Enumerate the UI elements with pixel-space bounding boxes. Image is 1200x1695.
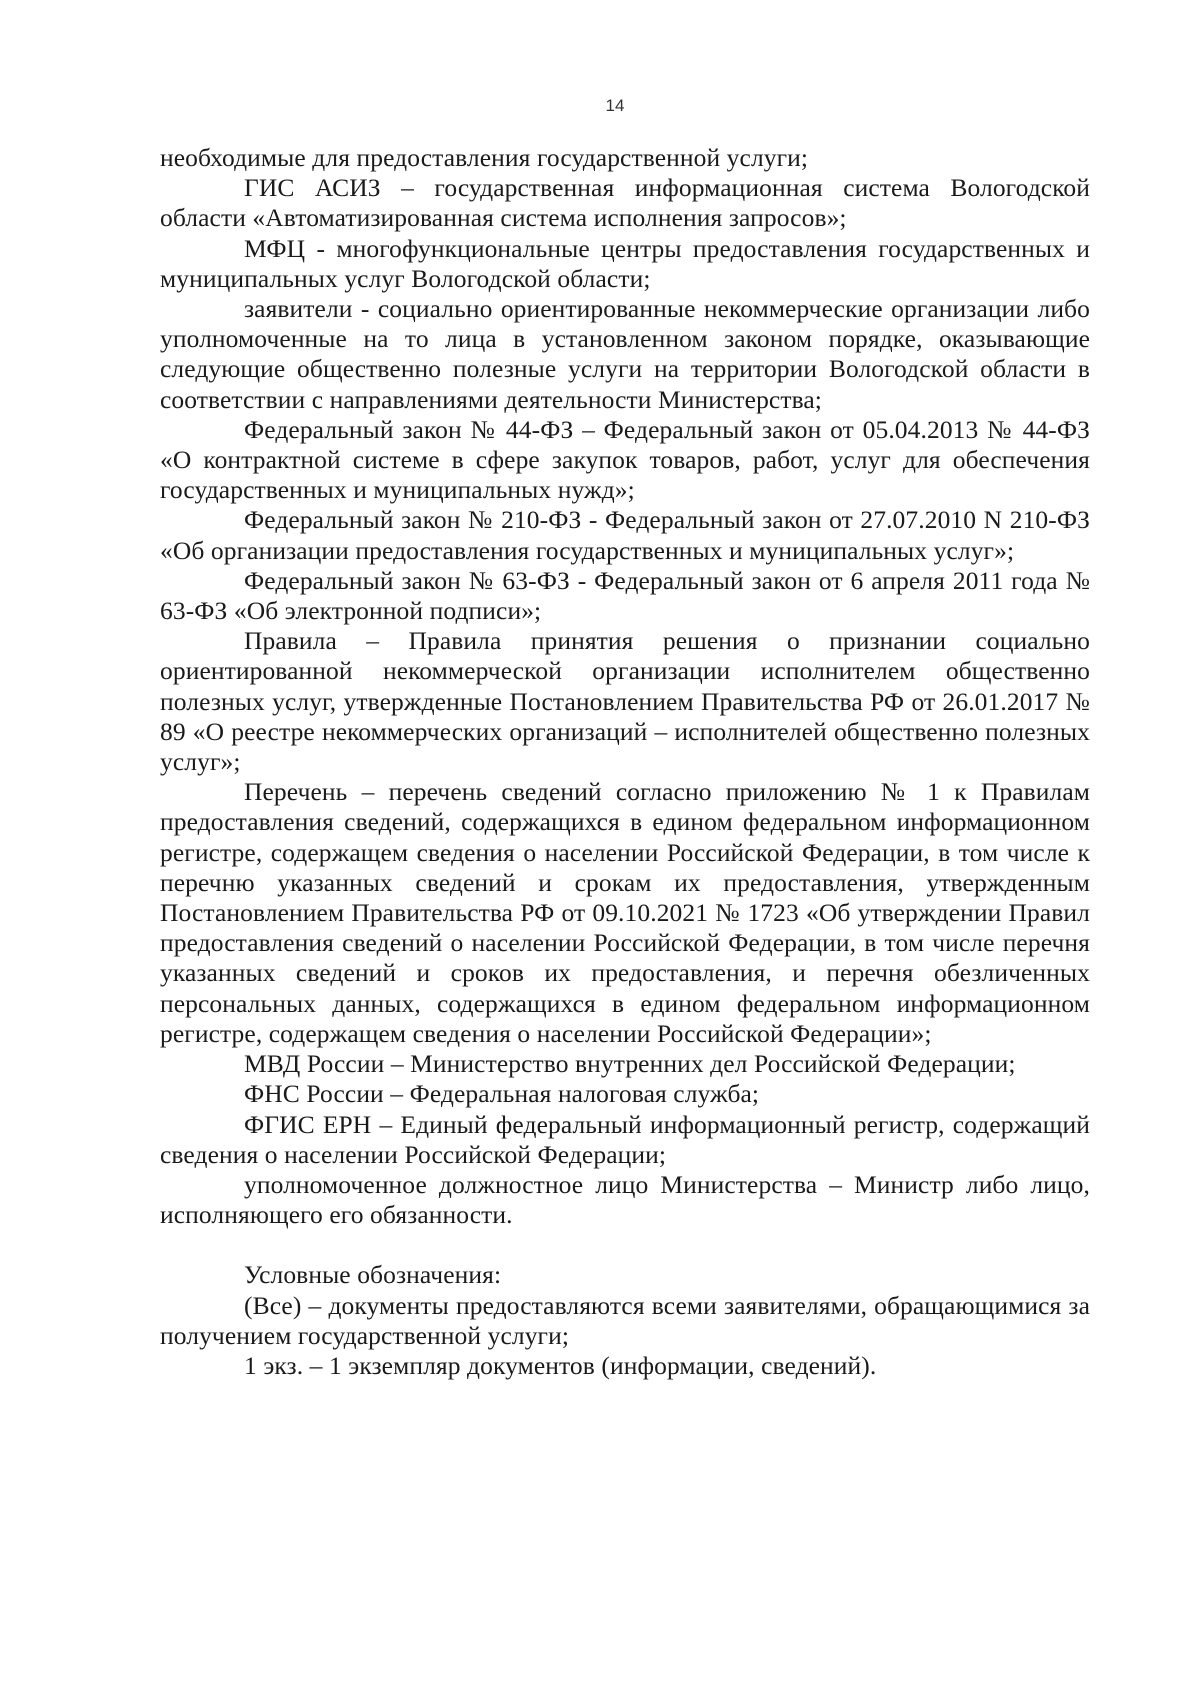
definition-fgis-ern: ФГИС ЕРН – Единый федеральный информационный регистр, содержащий сведения о населении Российской Федерации; (160, 1109, 1090, 1169)
legend-title: Условные обозначения: (244, 1260, 502, 1290)
document-body (160, 143, 1090, 1381)
definition-rules: Правила – Правила принятия решения о признании социально ориентированной некоммерческой организации исполнителем общественно полезных услуг, утвержденные Постановлением Правительства РФ от 26.01.2017 № 89 «О реестре некоммерческих организаций – исполнителей общественно полезных услуг»; (160, 626, 1090, 777)
definition-list: Перечень – перечень сведений согласно приложению № 1 к Правилам предоставления сведений, содержащихся в едином федеральном информационном регистре, содержащем сведения о населении Российской Федерации, в том числе к перечню указанных сведений и срокам их предоставления, утвержденным Постановлением Правительства РФ от 09.10.2021 № 1723 «Об утверждении Правил предоставления сведений о населении Российской Федерации, в том числе перечня указанных сведений и сроков их предоставления, и перечня обезличенных персональных данных, содержащихся в едином федеральном информационном регистре, содержащем сведения о населении Российской Федерации»; (160, 777, 1090, 1048)
definition-fns: ФНС России – Федеральная налоговая служба; (244, 1079, 760, 1109)
paragraph-continuation: необходимые для предоставления государственной услуги; (160, 143, 809, 172)
definition-authorized-official: уполномоченное должностное лицо Министерства – Министр либо лицо, исполняющего его обязанности. (160, 1169, 1090, 1230)
definition-law-63fz: Федеральный закон № 63-ФЗ - Федеральный закон от 6 апреля 2011 года № 63-ФЗ «Об электронной подписи»; (160, 565, 1090, 626)
definition-applicants: заявители - социально ориентированные некоммерческие организации либо уполномоченные на то лица в установленном законом порядке, оказывающие следующие общественно полезные услуги на территории Вологодской области в соответствии с направлениями деятельности Министерства; (160, 294, 1090, 414)
legend-item-all: (Все) – документы предоставляются всеми заявителями, обращающимися за получением государственной услуги; (160, 1290, 1090, 1350)
definition-mfc: МФЦ - многофункциональные центры предоставления государственных и муниципальных услуг Вологодской области; (160, 233, 1090, 293)
definition-gis-asiz: ГИС АСИЗ – государственная информационная система Вологодской области «Автоматизированная система исполнения запросов»; (160, 173, 1090, 233)
definition-law-44fz: Федеральный закон № 44-ФЗ – Федеральный закон от 05.04.2013 № 44-ФЗ «О контрактной системе в сфере закупок товаров, работ, услуг для обеспечения государственных и муниципальных нужд»; (160, 414, 1090, 505)
definition-mvd: МВД России – Министерство внутренних дел Российской Федерации; (244, 1049, 1016, 1079)
legend-item-copy: 1 экз. – 1 экземпляр документов (информации, сведений). (244, 1350, 877, 1380)
definition-law-210fz: Федеральный закон № 210-ФЗ - Федеральный закон от 27.07.2010 N 210-ФЗ «Об организации предоставления государственных и муниципальных услуг»; (160, 505, 1090, 565)
page-number: 14 (605, 96, 625, 115)
